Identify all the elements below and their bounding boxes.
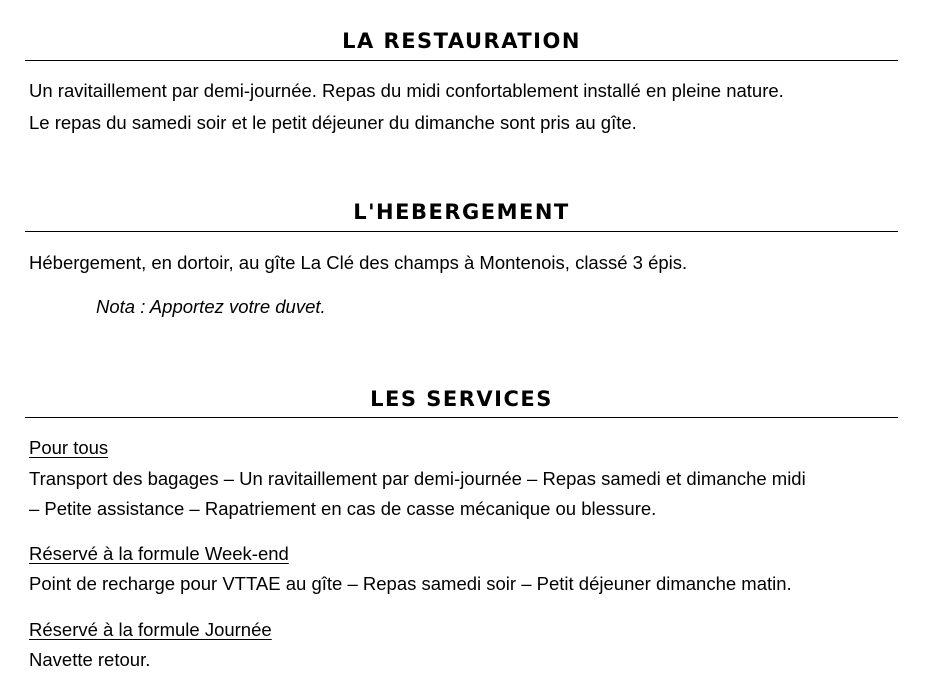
- section-divider: [25, 417, 898, 418]
- section-divider: [25, 60, 898, 61]
- group-heading-pour-tous: Pour tous: [29, 437, 109, 458]
- paragraph-line: Point de recharge pour VTTAE au gîte – Repas samedi soir – Petit déjeuner dimanche matin.: [29, 573, 792, 594]
- paragraph-line: Un ravitaillement par demi-journée. Repas du midi confortablement installé en pleine nature.: [29, 80, 784, 101]
- paragraph-line: Transport des bagages – Un ravitaillement par demi-journée – Repas samedi et dimanche midi: [29, 468, 806, 489]
- section-title-hebergement: L'HEBERGEMENT: [353, 200, 570, 224]
- paragraph-line: – Petite assistance – Rapatriement en cas de casse mécanique ou blessure.: [29, 498, 657, 519]
- section-divider: [25, 231, 898, 232]
- group-heading-journee: Réservé à la formule Journée: [29, 619, 272, 640]
- note-text: Nota : Apportez votre duvet.: [96, 296, 326, 317]
- group-heading-week-end: Réservé à la formule Week-end: [29, 543, 289, 564]
- section-title-services: LES SERVICES: [370, 387, 553, 411]
- paragraph-line: Hébergement, en dortoir, au gîte La Clé des champs à Montenois, classé 3 épis.: [29, 252, 688, 273]
- section-title-restauration: LA RESTAURATION: [342, 29, 581, 53]
- paragraph-line: Navette retour.: [29, 649, 151, 670]
- paragraph-line: Le repas du samedi soir et le petit déjeuner du dimanche sont pris au gîte.: [29, 112, 637, 133]
